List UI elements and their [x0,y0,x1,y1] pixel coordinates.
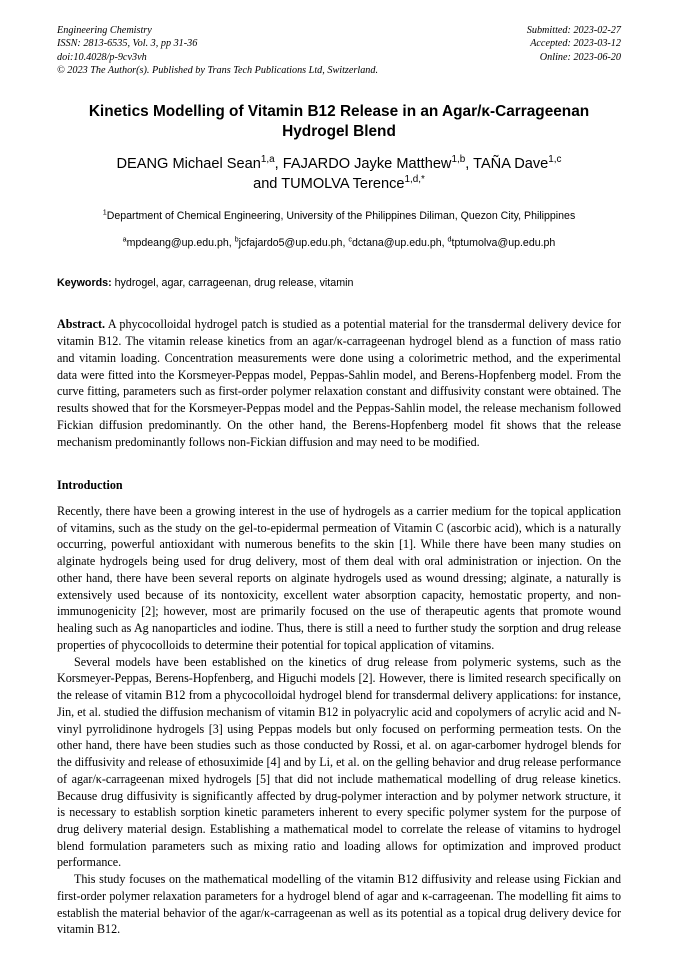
email-a: mpdeang@up.edu.ph, [126,237,235,250]
author-1-name: DEANG Michael Sean [116,156,261,173]
author-list [59,155,619,194]
keywords-label: Keywords: [57,277,112,290]
author-4-name: and TUMOLVA Terence [253,175,405,192]
email-c-marker: c [348,234,352,244]
journal-header-left [57,24,378,78]
email-b: jcfajardo5@up.edu.ph, [238,237,349,250]
author-1-affiliation-marker: 1,a [260,154,275,166]
journal-doi: doi:10.4028/p-9cv3vh [57,51,147,63]
abstract-text: A phycocolloidal hydrogel patch is studied as a potential material for the transdermal delivery device for vitamin B12. The vitamin release kinetics from an agar/κ-carrageenan hydrogel blend as a function of mass ratio and vitamin loading. Concentration measurements were done using a colorimetric method, and the experimental data were fitted into the Korsmeyer-Peppas model, Peppas-Sahlin model, and Berens-Hopfenberg model. From the curve fitting, parameters such as first-order polymer relaxation constant and diffusivity constant were obtained. The results showed that for the Korsmeyer-Peppas model and the Peppas-Sahlin model, the release mechanism followed Fickian diffusion predominantly. On the other hand, the Berens-Hopfenberg model fit shows that the release mechanism predominantly follows non-Fickian diffusion and may need to be modified. [57,317,621,449]
email-b-marker: b [234,234,239,244]
journal-issn-volume: ISSN: 2813-6535, Vol. 3, pp 31-36 [57,38,198,50]
journal-copyright: © 2023 The Author(s). Published by Trans Tech Publications Ltd, Switzerland. [57,65,379,77]
journal-header-right [527,24,621,64]
abstract-paragraph [57,316,621,450]
journal-name: Engineering Chemistry [57,25,152,36]
introduction-paragraph-3: This study focuses on the mathematical modelling of the vitamin B12 diffusivity and release using Fickian and first-order polymer relaxation parameters for a hydrogel blend of agar and κ-carrageenan. The modelling fit aims to establish the material behavior of the agar/κ-carrageenan as well as its potential as a topical drug delivery device for vitamin B12. [57,872,621,937]
author-emails [67,236,611,250]
online-date: Online: 2023-06-20 [539,51,621,63]
author-3-name: , TAÑA Dave [465,156,549,173]
keywords-value: hydrogel, agar, carrageenan, drug release, vitamin [111,277,354,290]
journal-header [57,24,621,78]
email-d: tptumolva@up.edu.ph [451,237,556,250]
affiliation-text: Department of Chemical Engineering, University of the Philippines Diliman, Quezon City, Philippines [106,210,576,223]
submitted-date: Submitted: 2023-02-27 [526,25,621,36]
email-a-marker: a [122,234,127,244]
affiliation-marker: 1 [102,207,107,217]
section-heading-introduction: Introduction [57,478,123,493]
author-3-affiliation-marker: 1,c [548,154,562,166]
introduction-paragraph-2: Several models have been established on the kinetics of drug release from polymeric systems, such as the Korsmeyer-Peppas, Berens-Hopfenberg, and Higuchi models [2]. However, there is limited research specifically on the release of vitamin B12 from a phycocolloidal hydrogel blend for transdermal delivery applications: for instance, Jin, et al. studied the diffusion mechanism of vitamin B12 in polyacrylic acid and copolymers of acrylic acid and N-vinyl pyrrolidinone hydrogels [3] using Peppas models but only focused on performing permeation tests. On the other hand, there have been studies such as those conducted by Rossi, et al. on agar-carbomer hydrogel blends for the diffusivity and release of ethosuximide [4] and by Li, et al. on the gelling behavior and drug release performance of agar/κ-carrageenan mixed hydrogels [5] that did not include mathematical modelling of drug release kinetics. Because drug diffusivity is significantly affected by drug-polymer interaction and by polymer network structure, it is necessary to establish sorption kinetic parameters inherent to every specific polymer system for the purpose of drug delivery material design. Establishing a mathematical model to correlate the release of vitamins to hydrogel blend formulation parameters such as mixing ratio and loading allows for optimization and improved product performance. [57,654,621,870]
accepted-date: Accepted: 2023-03-12 [530,38,621,50]
introduction-paragraph-1: Recently, there have been a growing interest in the use of hydrogels as a carrier medium for the topical application of vitamins, such as the study on the gel-to-epidermal permeation of Vitamin C (ascorbic acid), which is a naturally occurring, powerful antioxidant with numerous benefits to the skin [1]. While there have been many studies on alginate hydrogels being used for drug delivery, most of them deal with oral administration or injection. On the other hand, there have been several reports on alginate hydrogels used as wound dressing; alginate, a naturally is extensively used because of its nontoxicity, excellent water absorption capacity, hemostatic property, and non-immunogenicity [2]; however, most are primarily focused on the use of therapeutic agents that promote wound healing such as Ag nanoparticles and iodine. Thus, there is still a need to further study the sorption and drug release properties of phycocolloids to determine their potential for topical application of vitamins. [57,504,621,652]
email-d-marker: d [447,234,452,244]
author-2-affiliation-marker: 1,b [451,154,466,166]
affiliation [95,209,583,223]
abstract-label: Abstract. [57,317,106,332]
email-c: dctana@up.edu.ph, [351,237,448,250]
author-4-affiliation-marker: 1,d,* [404,173,425,185]
keywords-line [57,276,621,291]
author-2-name: , FAJARDO Jayke Matthew [274,156,452,173]
page-title: Kinetics Modelling of Vitamin B12 Release in an Agar/κ-Carrageenan Hydrogel Blend [88,102,590,140]
